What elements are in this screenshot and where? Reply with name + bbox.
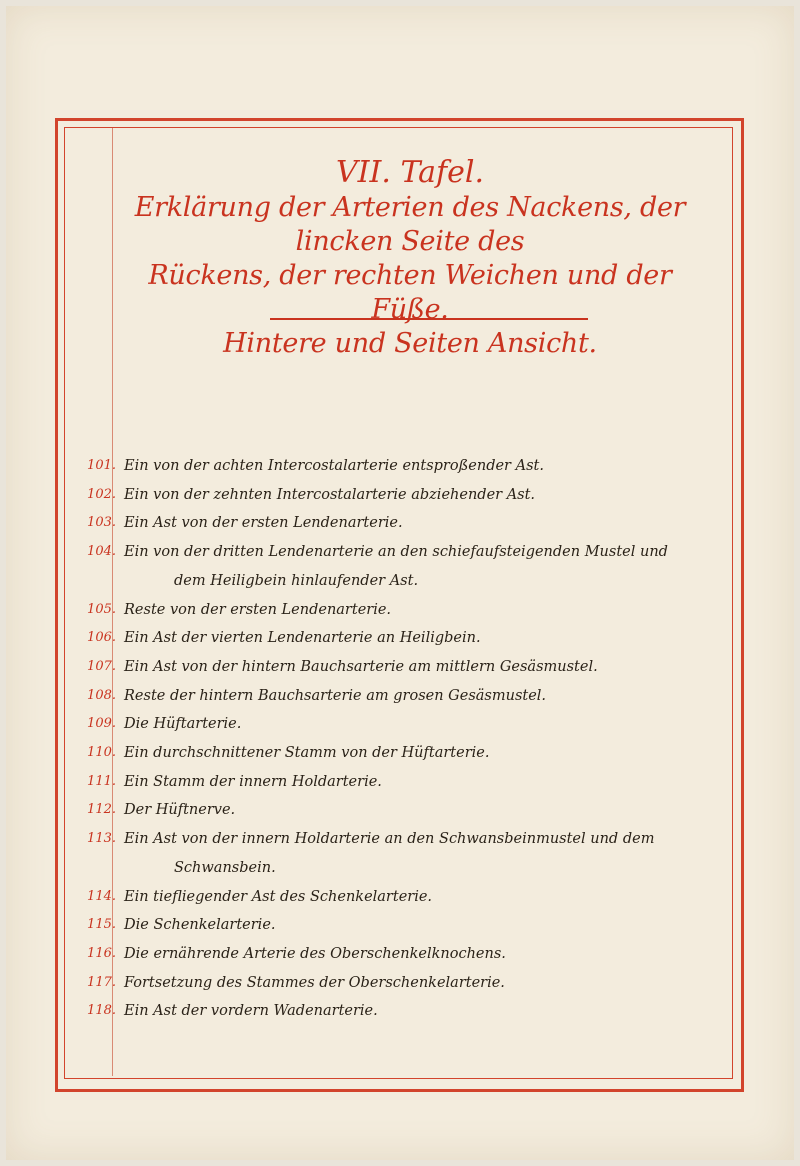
legend-entry — [80, 940, 710, 969]
heading-underline — [270, 318, 588, 320]
entry-number: 108. — [87, 687, 116, 703]
plate-heading — [110, 155, 710, 361]
entry-text-block — [120, 452, 710, 481]
entry-text-block — [120, 710, 710, 739]
entry-text: Ein Stamm der innern Holdarterie. — [124, 773, 382, 790]
legend-entry — [80, 710, 710, 739]
entry-text-block — [120, 997, 710, 1026]
plate-number-title: VII. Tafel. — [336, 155, 484, 190]
entry-number: 101. — [87, 458, 116, 473]
entry-number: 114. — [87, 888, 116, 904]
entry-number: 117. — [87, 974, 116, 990]
entry-number: 104. — [87, 544, 116, 560]
entry-text: Ein Ast von der innern Holdarterie an den Schwansbeinmustel und dem — [124, 831, 655, 848]
legend-entry — [80, 682, 710, 711]
entry-number: 109. — [87, 716, 116, 732]
entry-text: Ein Ast der vordern Wadenarterie. — [124, 1003, 378, 1020]
entry-text-block — [120, 969, 710, 998]
entry-text: Ein von der dritten Lendenarterie an den schiefaufsteigenden Mustel und — [124, 544, 668, 561]
entry-text: Die Hüftarterie. — [124, 716, 242, 733]
entry-number: 118. — [87, 1003, 116, 1019]
entry-text-continuation: dem Heiligbein hinlaufender Ast. — [174, 572, 419, 589]
entry-text-block — [120, 596, 710, 625]
legend-entry — [80, 883, 710, 912]
entry-number: 102. — [87, 486, 116, 502]
entry-number: 111. — [87, 773, 116, 789]
legend-entry — [80, 768, 710, 797]
entry-text: Reste von der ersten Lendenarterie. — [124, 601, 392, 618]
legend-entry — [80, 481, 710, 510]
legend-entry — [80, 596, 710, 625]
heading-line-3: Hintere und Seiten Ansicht. — [223, 328, 597, 359]
entry-text: Ein Ast der vierten Lendenarterie an Heiligbein. — [124, 630, 481, 647]
entry-number: 116. — [87, 945, 116, 961]
entry-text: Der Hüftnerve. — [124, 802, 236, 819]
legend-entry — [80, 796, 710, 825]
legend-entry — [80, 969, 710, 998]
entry-text: Die Schenkelarterie. — [124, 917, 276, 934]
entry-text-block — [120, 911, 710, 940]
entry-text-block — [120, 768, 710, 797]
legend-entry — [80, 509, 710, 538]
legend-entry — [80, 997, 710, 1026]
entry-text-block — [120, 653, 710, 682]
legend-entry — [80, 624, 710, 653]
heading-line-2: Rückens, der rechten Weichen und der Füße. — [148, 260, 672, 325]
entry-text-block — [120, 481, 710, 510]
legend-entry — [80, 452, 710, 481]
entry-number: 115. — [87, 917, 116, 933]
entry-number: 113. — [87, 831, 116, 847]
entry-text: Ein Ast von der hintern Bauchsarterie am mittlern Gesäsmustel. — [124, 658, 598, 675]
entry-text: Ein von der zehnten Intercostalarterie abziehender Ast. — [124, 486, 536, 503]
entry-text: Ein von der achten Intercostalarterie entsproßender Ast. — [124, 458, 544, 474]
entry-text-block — [120, 883, 710, 912]
entry-text: Fortsetzung des Stammes der Oberschenkelarterie. — [124, 974, 505, 991]
entry-text-block — [120, 509, 710, 538]
entry-number: 103. — [87, 515, 116, 531]
entry-text-continuation: Schwansbein. — [174, 859, 276, 876]
entry-text: Die ernährende Arterie des Oberschenkelknochens. — [124, 945, 506, 962]
entry-text: Reste der hintern Bauchsarterie am grosen Gesäsmustel. — [124, 687, 547, 704]
legend-entry-list — [80, 452, 710, 1026]
entry-text-block — [120, 624, 710, 653]
entry-number: 110. — [87, 745, 116, 761]
entry-text-block — [120, 796, 710, 825]
legend-entry — [80, 653, 710, 682]
entry-number: 112. — [87, 802, 116, 818]
legend-entry — [80, 911, 710, 940]
heading-line-1: Erklärung der Arterien des Nackens, der lincken Seite des — [134, 192, 686, 257]
entry-number: 105. — [87, 601, 116, 617]
entry-number: 107. — [87, 658, 116, 674]
legend-entry — [80, 538, 710, 595]
entry-text-block — [120, 682, 710, 711]
entry-text-block — [120, 940, 710, 969]
entry-number: 106. — [87, 630, 116, 646]
entry-text: Ein Ast von der ersten Lendenarterie. — [124, 515, 403, 532]
entry-text: Ein durchschnittener Stamm von der Hüftarterie. — [124, 745, 490, 762]
legend-entry — [80, 825, 710, 882]
entry-text-block — [120, 739, 710, 768]
entry-text-block — [120, 825, 710, 882]
legend-entry — [80, 739, 710, 768]
entry-text-block — [120, 538, 710, 595]
entry-text: Ein tiefliegender Ast des Schenkelarterie. — [124, 888, 433, 905]
